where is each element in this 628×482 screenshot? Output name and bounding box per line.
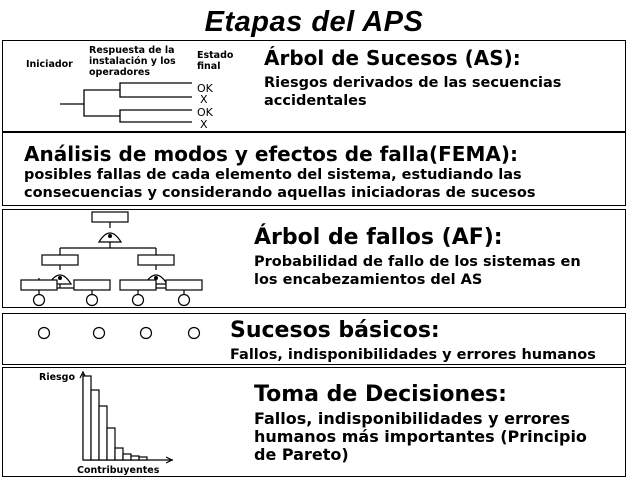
event-tree-diagram	[60, 80, 190, 140]
pareto-x-label: Contribuyentes	[77, 465, 160, 476]
pareto-bar-5	[115, 448, 123, 460]
fema-heading: Análisis de modos y efectos de falla(FEMA):	[24, 142, 518, 166]
initiator-column-label: Iniciador	[26, 59, 73, 70]
response-column-label: Respuesta de la instalación y los operadores	[89, 45, 176, 78]
pareto-bar-2	[91, 390, 99, 460]
outcome-x-1: X	[200, 93, 208, 106]
pareto-bar-7	[131, 456, 139, 460]
fault-tree-heading: Árbol de fallos (AF):	[254, 225, 503, 250]
decision-heading: Toma de Decisiones:	[254, 382, 507, 407]
outcome-ok-1: OK	[197, 82, 213, 95]
pareto-bar-8	[139, 457, 147, 460]
decision-text: Fallos, indisponibilidades y errores humanos más importantes (Principio de Pareto)	[254, 409, 587, 464]
event-tree-heading: Árbol de Sucesos (AS):	[264, 46, 521, 70]
pareto-bar-1	[83, 376, 91, 460]
pareto-bar-3	[99, 406, 107, 460]
basic-events-diagram	[36, 324, 216, 344]
pareto-chart	[78, 368, 178, 468]
outcome-ok-2: OK	[197, 106, 213, 119]
page-title: Etapas del APS	[204, 6, 424, 38]
fema-text: posibles fallas de cada elemento del sistema, estudiando las consecuencias y considerando aquellas iniciadoras de sucesos	[24, 167, 536, 201]
fault-tree-text: Probabilidad de fallo de los sistemas en los encabezamientos del AS	[254, 254, 581, 288]
pareto-y-label: Riesgo	[39, 372, 75, 383]
final-state-column-label: Estado final	[197, 50, 234, 72]
outcome-x-2: X	[200, 118, 208, 131]
pareto-bar-4	[107, 428, 115, 460]
fault-tree-diagram	[14, 212, 214, 312]
basic-events-text: Fallos, indisponibilidades y errores humanos	[230, 347, 596, 363]
pareto-bar-6	[123, 454, 131, 460]
basic-events-heading: Sucesos básicos:	[230, 318, 440, 343]
event-tree-text: Riesgos derivados de las secuencias accidentales	[264, 75, 562, 109]
